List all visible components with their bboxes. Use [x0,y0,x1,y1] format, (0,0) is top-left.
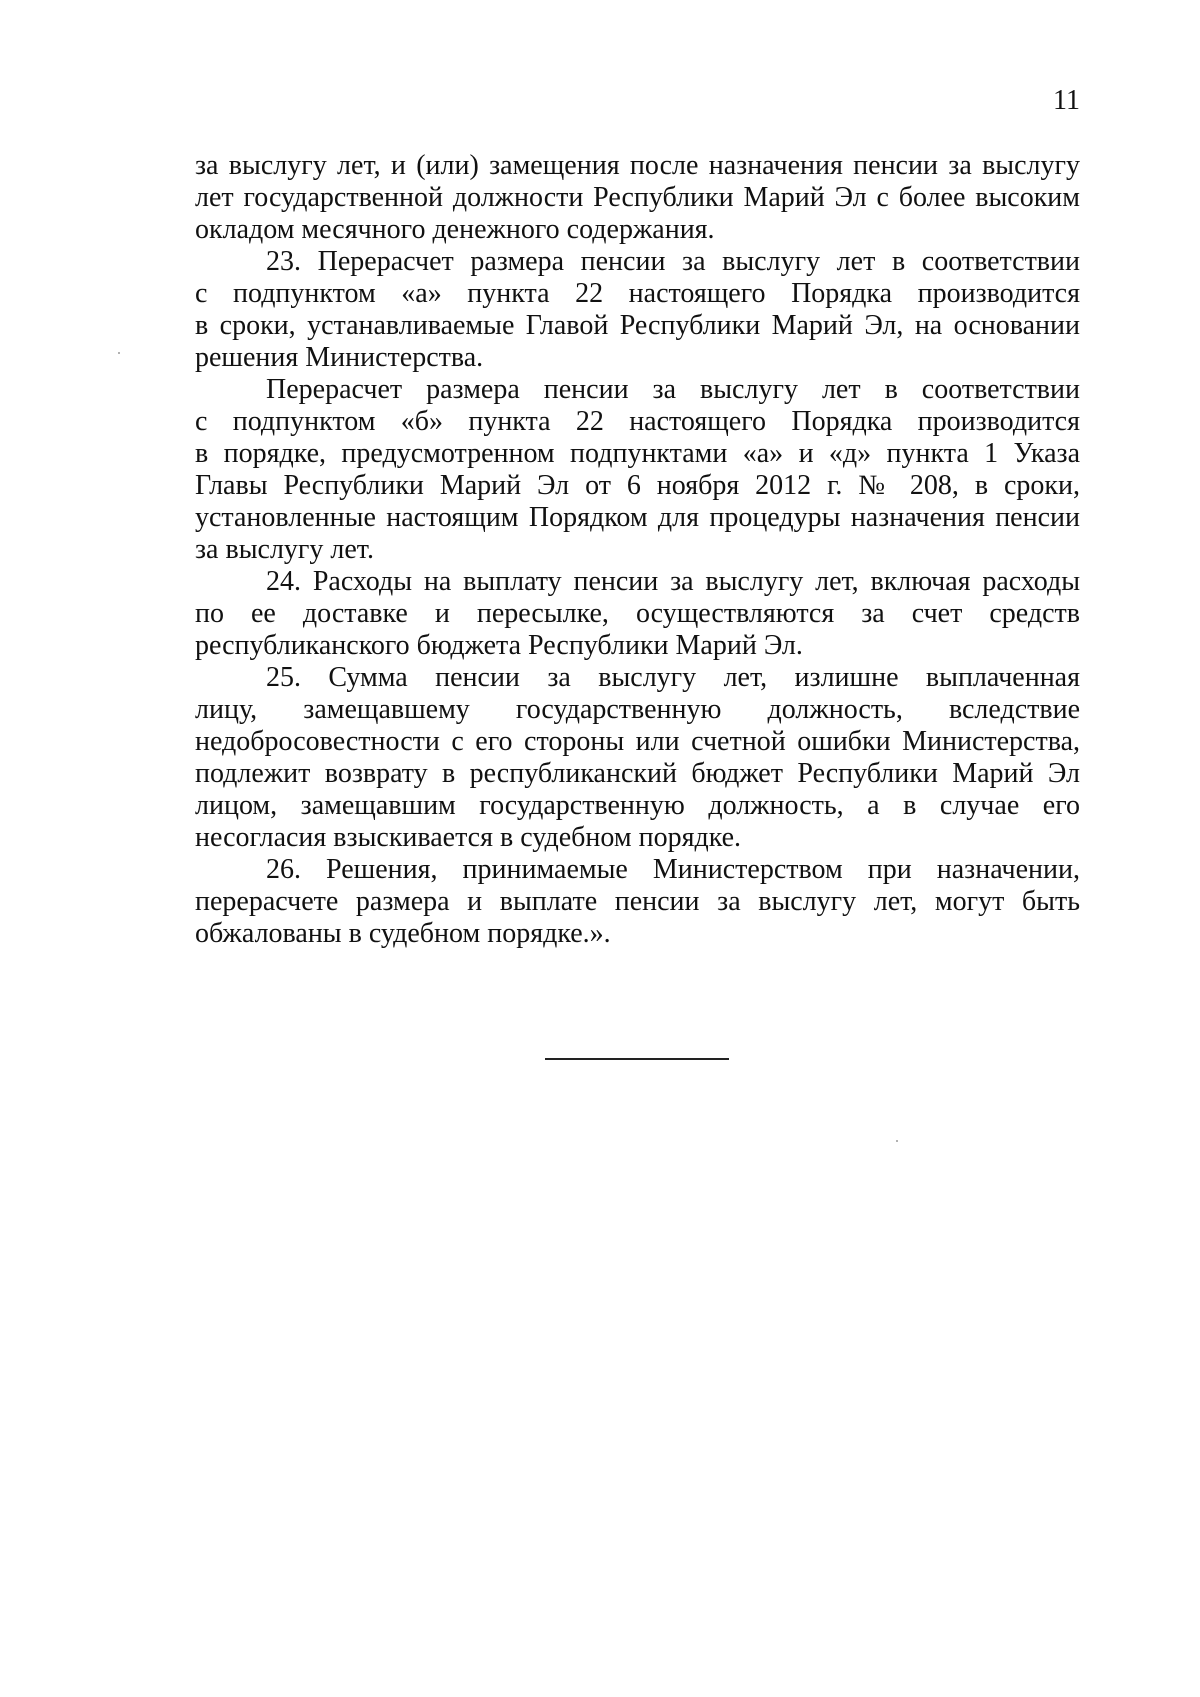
text-line: за выслугу лет, и (или) замещения после назначения пенсии за выслугу [195,150,1080,181]
paragraph-23-first-line: 23. Перерасчет размера пенсии за выслугу лет в соответствии [266,246,1080,277]
paragraph-26-first-line: 26. Решения, принимаемые Министерством при назначении, [266,854,1080,885]
end-of-document-rule [545,1058,729,1060]
document-body [195,150,1080,950]
text-line: подлежит возврату в республиканский бюджет Республики Марий Эл [195,758,1080,789]
text-line: окладом месячного денежного содержания. [195,214,715,245]
text-line: лицом, замещавшим государственную должность, а в случае его [195,790,1080,821]
text-line: обжалованы в судебном порядке.». [195,918,611,949]
scan-speck [118,352,120,354]
text-line: за выслугу лет. [195,534,374,565]
page-number: 11 [1053,85,1080,116]
text-line: лицу, замещавшему государственную должность, вследствие [195,694,1080,725]
text-line: установленные настоящим Порядком для процедуры назначения пенсии [195,502,1080,533]
paragraph-24-first-line: 24. Расходы на выплату пенсии за выслугу лет, включая расходы [266,566,1080,597]
text-line: перерасчете размера и выплате пенсии за выслугу лет, могут быть [195,886,1080,917]
paragraph-first-line: Перерасчет размера пенсии за выслугу лет в соответствии [266,374,1080,405]
text-line: решения Министерства. [195,342,484,373]
text-line: лет государственной должности Республики Марий Эл с более высоким [195,182,1080,213]
text-line: по ее доставке и пересылке, осуществляются за счет средств [195,598,1080,629]
text-line: недобросовестности с его стороны или счетной ошибки Министерства, [195,726,1080,757]
text-line: в сроки, устанавливаемые Главой Республики Марий Эл, на основании [195,310,1080,341]
text-line: с подпунктом «б» пункта 22 настоящего Порядка производится [195,406,1080,437]
scan-speck [896,1140,898,1142]
text-line: республиканского бюджета Республики Марий Эл. [195,630,803,661]
text-line: Главы Республики Марий Эл от 6 ноября 2012 г. № 208, в сроки, [195,470,1080,501]
text-line: в порядке, предусмотренном подпунктами «а» и «д» пункта 1 Указа [195,438,1080,469]
text-line: с подпунктом «а» пункта 22 настоящего Порядка производится [195,278,1080,309]
paragraph-25-first-line: 25. Сумма пенсии за выслугу лет, излишне выплаченная [266,662,1080,693]
text-line: несогласия взыскивается в судебном порядке. [195,822,742,853]
